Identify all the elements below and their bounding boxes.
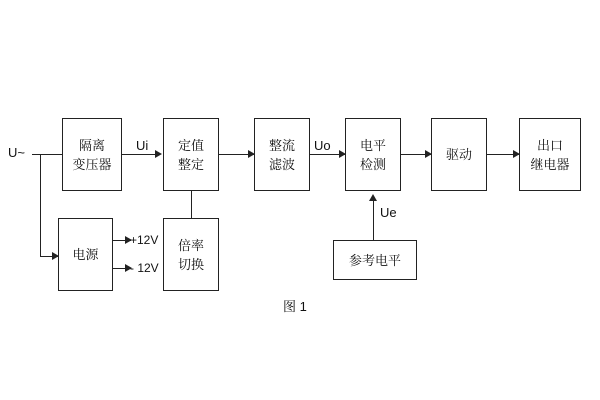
block-reference-level[interactable] bbox=[333, 240, 417, 280]
block-reference-level-line1: 参考电平 bbox=[348, 252, 401, 268]
label-plus-12v: +12V bbox=[130, 233, 159, 247]
block-setting-adjust[interactable] bbox=[163, 118, 219, 191]
block-rectifier-filter-line1: 整流 bbox=[268, 137, 295, 153]
label-ue: Ue bbox=[380, 205, 397, 220]
block-drive-line1: 驱动 bbox=[445, 147, 472, 162]
arrow-to-setting bbox=[155, 150, 162, 158]
block-isolation-transformer[interactable] bbox=[62, 118, 122, 191]
block-level-detection-line1: 电平 bbox=[359, 137, 386, 153]
label-ui: Ui bbox=[136, 138, 149, 153]
label-minus-12v: - 12V bbox=[130, 261, 159, 275]
block-setting-adjust-line1: 定值 bbox=[177, 137, 204, 153]
wire-input-to-isolation bbox=[32, 154, 62, 155]
label-uo: Uo bbox=[314, 138, 331, 153]
block-multiplier-switch-line1: 倍率 bbox=[177, 237, 204, 253]
block-isolation-transformer-line2: 变压器 bbox=[72, 156, 112, 172]
block-setting-adjust-line2: 整定 bbox=[177, 156, 204, 172]
block-isolation-transformer-line1: 隔离 bbox=[78, 137, 105, 153]
block-rectifier-filter[interactable] bbox=[254, 118, 310, 191]
block-power-supply-line1: 电源 bbox=[72, 247, 99, 262]
block-power-supply[interactable] bbox=[58, 218, 113, 291]
block-output-relay-line1: 出口 bbox=[536, 137, 563, 153]
figure-caption: 图 1 bbox=[283, 299, 307, 314]
wire-branch-down-to-power bbox=[40, 154, 41, 256]
block-output-relay-line2: 继电器 bbox=[530, 156, 570, 172]
block-rectifier-filter-line2: 滤波 bbox=[268, 156, 295, 172]
block-multiplier-switch[interactable] bbox=[163, 218, 219, 291]
block-level-detection[interactable] bbox=[345, 118, 401, 191]
wire-reference-to-level bbox=[373, 200, 374, 240]
block-drive[interactable] bbox=[431, 118, 487, 191]
label-input-voltage: U~ bbox=[8, 145, 25, 160]
wire-setting-to-multiplier bbox=[191, 191, 192, 218]
block-multiplier-switch-line2: 切换 bbox=[177, 256, 204, 272]
block-output-relay[interactable] bbox=[519, 118, 581, 191]
block-level-detection-line2: 检测 bbox=[359, 156, 386, 172]
arrow-ue-up bbox=[369, 194, 377, 201]
